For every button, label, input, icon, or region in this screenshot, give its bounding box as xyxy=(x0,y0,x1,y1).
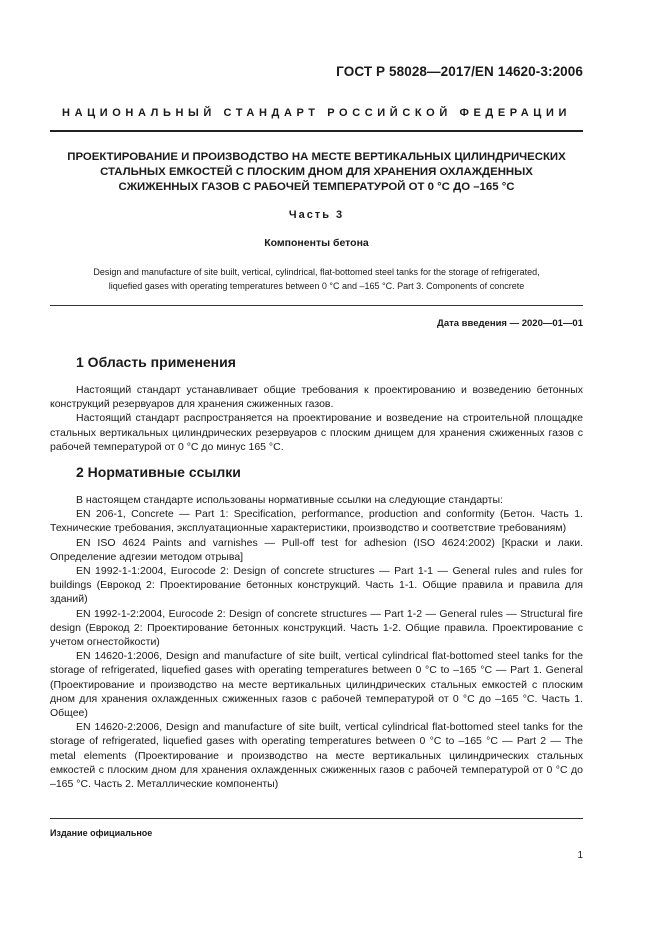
section-1-body xyxy=(50,383,583,454)
introduction-date: Дата введения — 2020—01—01 xyxy=(437,318,583,329)
normative-reference: EN 14620-2:2006, Design and manufacture of site built, vertical cylindrical flat-bottomed steel tanks for the storage of refrigerated, liquefied gases with operating temperatures between 0 °C to –165 °C — Part 2 — The metal elements (Проектирование и производство на месте вертикальных цилиндрических стальных емкостей с плоским дном для хранения охлажденных сжиженных газов с рабочей температурой от 0 °С до –165 °С. Часть 2. Металлические компоненты) xyxy=(50,721,583,791)
section-1-paragraph: Настоящий стандарт устанавливает общие требования к проектированию и возведению бетонных конструкций резервуаров для хранения сжиженных газов. xyxy=(50,384,583,411)
part-label: Часть 3 xyxy=(288,209,345,221)
english-title xyxy=(60,265,573,293)
page-number: 1 xyxy=(577,850,583,861)
english-title-line-1: Design and manufacture of site built, vertical, cylindrical, flat-bottomed steel tanks for the storage of refrigerated, xyxy=(93,267,540,277)
english-title-line-2: liquefied gases with operating temperatures between 0 °C and –165 °C. Part 3. Components of concrete xyxy=(108,281,525,291)
national-standard-banner: НАЦИОНАЛЬНЫЙ СТАНДАРТ РОССИЙСКОЙ ФЕДЕРАЦИИ xyxy=(62,107,571,119)
normative-reference: EN 14620-1:2006, Design and manufacture of site built, vertical cylindrical flat-bottomed steel tanks for the storage of refrigerated, liquefied gases with operating temperatures between 0 °C to –165 °C — Part 1. General (Проектирование и производство на месте вертикальных цилиндрических стальных емкостей с плоским дном для хранения охлажденных сжиженных газов с рабочей температурой от 0 °С до –165 °С. Часть 1. Общее) xyxy=(50,650,583,720)
edition-label: Издание официальное xyxy=(50,828,153,838)
section-1-heading: 1 Область применения xyxy=(76,354,236,370)
document-code: ГОСТ Р 58028—2017/EN 14620-3:2006 xyxy=(336,64,583,79)
title-line-2: СТАЛЬНЫХ ЕМКОСТЕЙ С ПЛОСКИМ ДНОМ ДЛЯ ХРАНЕНИЯ ОХЛАЖДЕННЫХ xyxy=(100,166,533,178)
section-2-heading: 2 Нормативные ссылки xyxy=(76,464,241,480)
footer-rule xyxy=(50,818,583,819)
section-2-body xyxy=(50,493,583,791)
part-subtitle: Компоненты бетона xyxy=(264,237,369,249)
normative-reference: EN 1992-1-1:2004, Eurocode 2: Design of concrete structures — Part 1-1 — General rules and rules for buildings (Еврокод 2: Проектирование бетонных конструкций. Часть 1-1. Общие правила и правила для зданий) xyxy=(50,565,583,606)
top-rule xyxy=(50,130,583,132)
title-line-3: СЖИЖЕННЫХ ГАЗОВ С РАБОЧЕЙ ТЕМПЕРАТУРОЙ ОТ 0 °С ДО –165 °С xyxy=(118,181,515,193)
normative-reference: EN 1992-1-2:2004, Eurocode 2: Design of concrete structures — Part 1-2 — General rules — Structural fire design (Еврокод 2: Проектирование бетонных конструкций. Часть 1-2. Общие правила. Проектирование с учетом огнестойкости) xyxy=(50,607,583,649)
standard-title xyxy=(50,150,583,195)
title-line-1: ПРОЕКТИРОВАНИЕ И ПРОИЗВОДСТВО НА МЕСТЕ ВЕРТИКАЛЬНЫХ ЦИЛИНДРИЧЕСКИХ xyxy=(67,151,566,163)
section-1-paragraph: Настоящий стандарт распространяется на проектирование и возведение на строительной площадке стальных вертикальных цилиндрических резервуаров с плоским днищем для хранения сжиженных газов с рабочей температурой от 0 °С до минус 165 °С. xyxy=(50,412,583,453)
section-2-intro: В настоящем стандарте использованы нормативные ссылки на следующие стандарты: xyxy=(76,494,503,506)
normative-reference: EN ISO 4624 Paints and varnishes — Pull-off test for adhesion (ISO 4624:2002) [Краски и лаки. Определение адгезии методом отрыва] xyxy=(50,536,583,563)
normative-reference: EN 206-1, Concrete — Part 1: Specification, performance, production and conformity (Бетон. Часть 1. Технические требования, эксплуатационные характеристики, производство и соответствие требованиям) xyxy=(50,508,583,535)
middle-rule xyxy=(50,305,583,306)
